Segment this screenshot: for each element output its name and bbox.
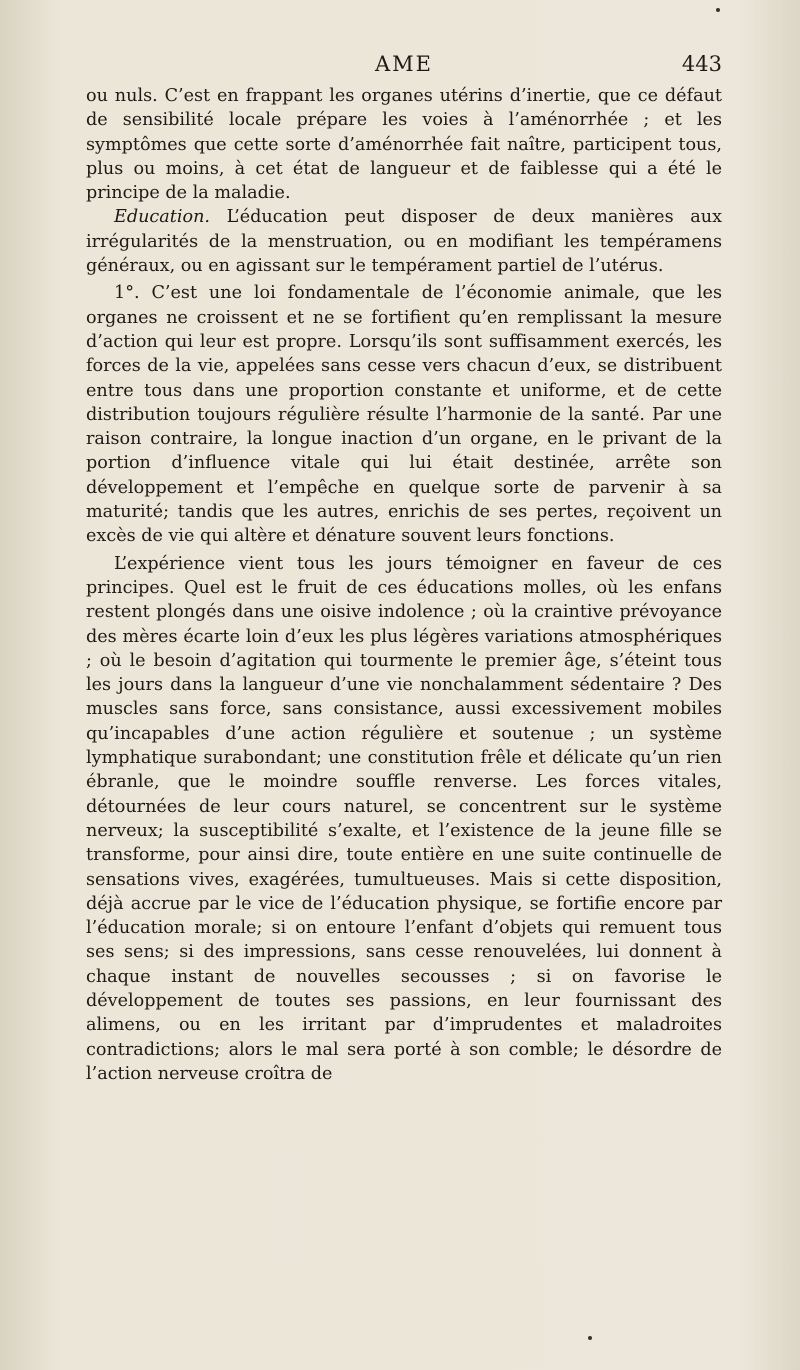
paper-speck xyxy=(716,8,720,12)
page-number: 443 xyxy=(681,52,722,76)
page-header xyxy=(86,48,722,84)
paper-speck xyxy=(588,1336,592,1340)
paragraph-continuation: ou nuls. C’est en frappant les organes utérins d’inertie, que ce défaut de sensibilité locale prépare les voies à l’aménorrhée ; et les symptômes que cette sorte d’aménorrhée fait naître, participent tous, plus ou moins, à cet état de langueur et de faiblesse qui a été le principe de la maladie. xyxy=(86,86,722,204)
paragraph-education xyxy=(86,205,722,278)
paragraph-education-text: L’éducation peut disposer de deux manières aux irrégularités de la menstruation, ou en modifiant les tempéramens généraux, ou en agissant sur le tempérament partiel de l’utérus. xyxy=(86,207,722,277)
running-head: AME xyxy=(375,52,433,76)
paragraph-first-principle: 1°. C’est une loi fondamentale de l’économie animale, que les organes ne croissent et ne se fortifient qu’en remplissant la mesure d’action qui leur est propre. Lorsqu’ils sont suffisamment exercés, les forces de la vie, appelées sans cesse vers chacun d’eux, se distribuent entre tous dans une proportion constante et uniforme, et de cette distribution toujours régulière résulte l’harmonie de la santé. Par une raison contraire, la longue inaction d’un organe, en le privant de la portion d’influence vitale qui lui était destinée, arrête son développement et l’empêche en quelque sorte de parvenir à sa maturité; tandis que les autres, enrichis de ses pertes, reçoivent un excès de vie qui altère et dénature souvent leurs fonctions. xyxy=(86,283,722,547)
body-text xyxy=(86,84,722,1086)
paragraph-experience: L’expérience vient tous les jours témoigner en faveur de ces principes. Quel est le fruit de ces éducations molles, où les enfans restent plongés dans une oisive indolence ; où la craintive prévoyance des mères écarte loin d’eux les plus légères variations atmosphériques ; où le besoin d’agitation qui tourmente le premier âge, s’éteint tous les jours dans la langueur d’une vie nonchalamment sédentaire ? Des muscles sans force, sans consistance, aussi excessivement mobiles qu’incapables d’une action régulière et soutenue ; un système lymphatique surabondant; une constitution frêle et délicate qu’un rien ébranle, que le moindre souffle renverse. Les forces vitales, détournées de leur cours naturel, se concentrent sur le système nerveux; la susceptibilité s’exalte, et l’existence de la jeune fille se transforme, pour ainsi dire, toute entière en une suite continuelle de sensations vives, exagérées, tumultueuses. Mais si cette disposition, déjà accrue par le vice de l’éducation physique, se fortifie encore par l’éducation morale; si on entoure l’enfant d’objets qui remuent tous ses sens; si des impressions, sans cesse renouvelées, lui donnent à chaque instant de nouvelles secousses ; si on favorise le développement de toutes ses passions, en leur fournissant des alimens, ou en les irritant par d’imprudentes et maladroites contradictions; alors le mal sera porté à son comble; le désordre de l’action nerveuse croîtra de xyxy=(86,553,722,1084)
section-heading-education: Education. xyxy=(114,207,210,228)
